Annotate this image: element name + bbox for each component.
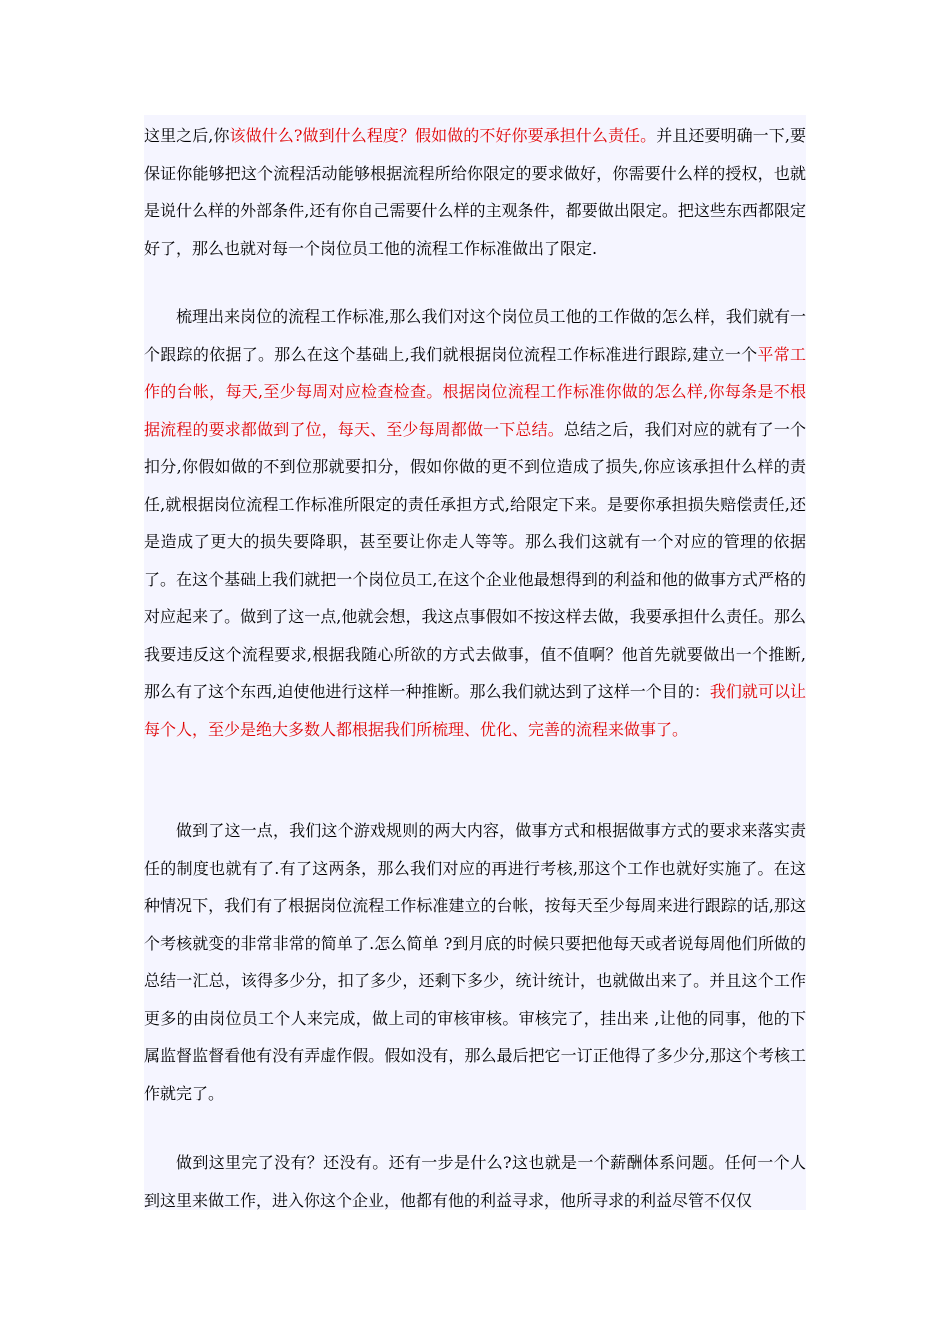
paragraph (144, 1144, 806, 1219)
text-run: 并且还要明确一下,要保证你能够把这个流程活动能够根据流程所给你限定的要求做好，你需要什么样的授权，也就是说什么样的外部条件,还有你自己需要什么样的主观条件，都要做出限定。把这些东西都限定好了，那么也就对每一个岗位员工他的流程工作标准做出了限定. (144, 126, 806, 258)
paragraph (144, 298, 806, 748)
text-run: 总结之后，我们对应的就有了一个扣分,你假如做的不到位那就要扣分，假如你做的更不到位造成了损失,你应该承担什么样的责任,就根据岗位流程工作标准所限定的责任承担方式,给限定下来。是要你承担损失赔偿责任,还是造成了更大的损失要降职，甚至要让你走人等等。那么我们这就有一个对应的管理的依据了。在这个基础上我们就把一个岗位员工,在这个企业他最想得到的利益和他的做事方式严格的对应起来了。做到了这一点,他就会想，我这点事假如不按这样去做，我要承担什么责任。那么我要违反这个流程要求,根据我随心所欲的方式去做事，值不值啊？他首先就要做出一个推断,那么有了这个东西,迫使他进行这样一种推断。那么我们就达到了这样一个目的： (144, 419, 806, 701)
text-run: 这里之后,你 (144, 126, 230, 145)
paragraph (144, 117, 806, 267)
text-run: 做到这里完了没有？还没有。还有一步是什么?这也就是一个薪酬体系问题。任何一个人到这里来做工作，进入你这个企业，他都有他的利益寻求，他所寻求的利益尽管不仅仅 (144, 1153, 806, 1210)
highlighted-text-run: 平常工作的台帐，每天,至少每周对应检查检查。根据岗位流程工作标准你做的怎么样,你每条是不根据流程的要求都做到了位，每天、至少每周都做一下总结。 (144, 344, 806, 439)
text-run: 梳理出来岗位的流程工作标准,那么我们对这个岗位员工他的工作做的怎么样，我们就有一个跟踪的依据了。那么在这个基础上,我们就根据岗位流程工作标准进行跟踪,建立一个 (144, 307, 806, 364)
highlighted-text-run: 该做什么?做到什么程度？假如做的不好你要承担什么责任。 (229, 126, 657, 145)
text-run: 做到了这一点，我们这个游戏规则的两大内容，做事方式和根据做事方式的要求来落实责任的制度也就有了.有了这两条，那么我们对应的再进行考核,那这个工作也就好实施了。在这种情况下，我们有了根据岗位流程工作标准建立的台帐，按每天至少每周来进行跟踪的话,那这个考核就变的非常非常的简单了.怎么简单 ?到月底的时候只要把他每天或者说每周他们所做的总结一汇总，该得多少分，扣了多少，还剩下多少，统计统计，也就做出来了。并且这个工作更多的由岗位员工个人来完成，做上司的审核审核。审核完了，挂出来 ,让他的同事，他的下属监督监督看他有没有弄虚作假。假如没有，那么最后把它一订正他得了多少分,那这个考核工作就完了。 (144, 821, 806, 1103)
document-body (144, 115, 806, 1210)
highlighted-text-run: 我们就可以让每个人，至少是绝大多数人都根据我们所梳理、优化、完善的流程来做事了。 (144, 682, 806, 739)
paragraph (144, 812, 806, 1112)
